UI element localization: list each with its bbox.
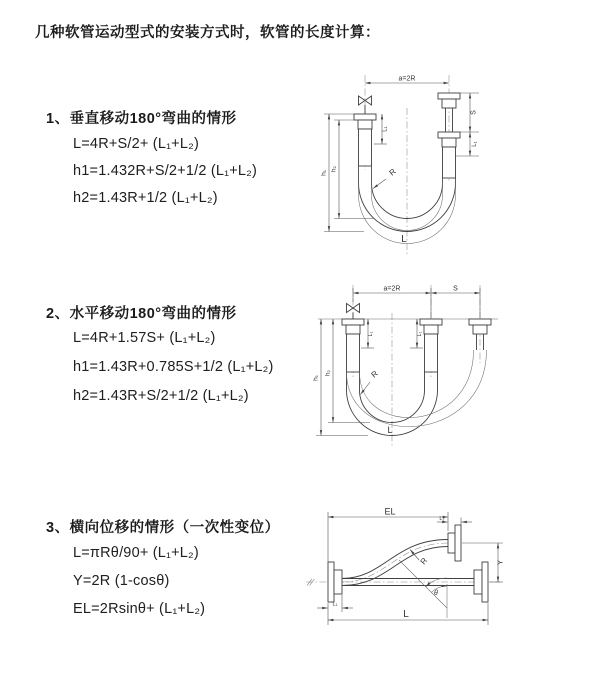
- dim-label-length: L: [387, 425, 393, 435]
- dim-label-h2: h₂: [324, 369, 332, 377]
- braided-hose-section: [443, 147, 456, 178]
- page-title: 几种软管运动型式的安装方式时，软管的长度计算：: [35, 25, 380, 41]
- dim-label-l1: L₁: [368, 331, 374, 337]
- dim-label-s: S: [453, 285, 458, 293]
- dimensions: [317, 507, 505, 626]
- centerlines: [365, 75, 449, 256]
- diagram-lateral-displacement: [298, 498, 598, 646]
- dim-label-y: Y: [495, 559, 505, 566]
- braided-hose-section: [425, 334, 438, 372]
- section-2-heading: 2、水平移动180°弯曲的情形: [46, 306, 237, 322]
- dim-label-s: S: [470, 110, 478, 115]
- dim-label-length: L: [401, 234, 407, 245]
- section-3-heading: 3、横向位移的情形（一次性变位）: [46, 520, 280, 536]
- formula-line: L=4R+1.57S+ (L₁+L₂): [73, 330, 216, 346]
- dim-label-l2: L₂: [439, 516, 445, 522]
- centerlines: [353, 285, 480, 448]
- formula-line: EL=2Rsinθ+ (L₁+L₂): [73, 601, 206, 617]
- dim-label-radius: R: [369, 368, 380, 380]
- dim-label-h1: h₁: [320, 170, 328, 176]
- formula-line: L=πRθ/90+ (L₁+L₂): [73, 545, 199, 561]
- dim-label-l1-left: L₁: [382, 126, 389, 132]
- diagram-vertical-180-bend: [312, 68, 592, 266]
- braided-hose-section: [347, 334, 360, 372]
- pipe-ends: [328, 525, 488, 602]
- dim-label-h1: h₁: [312, 375, 320, 381]
- formula-line: h1=1.43R+0.785S+1/2 (L₁+L₂): [73, 359, 274, 375]
- diagram-horizontal-180-bend: [308, 278, 598, 456]
- pipe-ends: [342, 319, 491, 372]
- formula-line: L=4R+S/2+ (L₁+L₂): [73, 136, 199, 152]
- formula-line: h2=1.43R+S/2+1/2 (L₁+L₂): [73, 388, 249, 404]
- dim-label-l1: L₁: [472, 141, 478, 147]
- dim-label-el: EL: [384, 506, 396, 517]
- section-1-heading: 1、垂直移动180°弯曲的情形: [46, 111, 237, 127]
- dim-label-h2: h₂: [330, 165, 338, 173]
- formula-line: Y=2R (1-cosθ): [73, 573, 170, 589]
- valve-icon: [347, 304, 360, 320]
- dim-label-a2r: a=2R: [398, 75, 416, 83]
- dim-label-radius: R: [387, 166, 398, 178]
- formula-line: h1=1.432R+S/2+1/2 (L₁+L₂): [73, 163, 258, 179]
- dim-label-a2r: a=2R: [383, 285, 401, 293]
- formula-line: h2=1.43R+1/2 (L₁+L₂): [73, 190, 218, 206]
- braided-hose-section: [359, 129, 372, 166]
- dim-label-l1: L₁: [332, 601, 338, 608]
- dim-label-length: L: [403, 609, 409, 620]
- dim-label-theta: θ: [434, 590, 438, 597]
- dim-label-l1-mid: L₁: [417, 331, 423, 337]
- dim-label-radius: R: [418, 556, 430, 567]
